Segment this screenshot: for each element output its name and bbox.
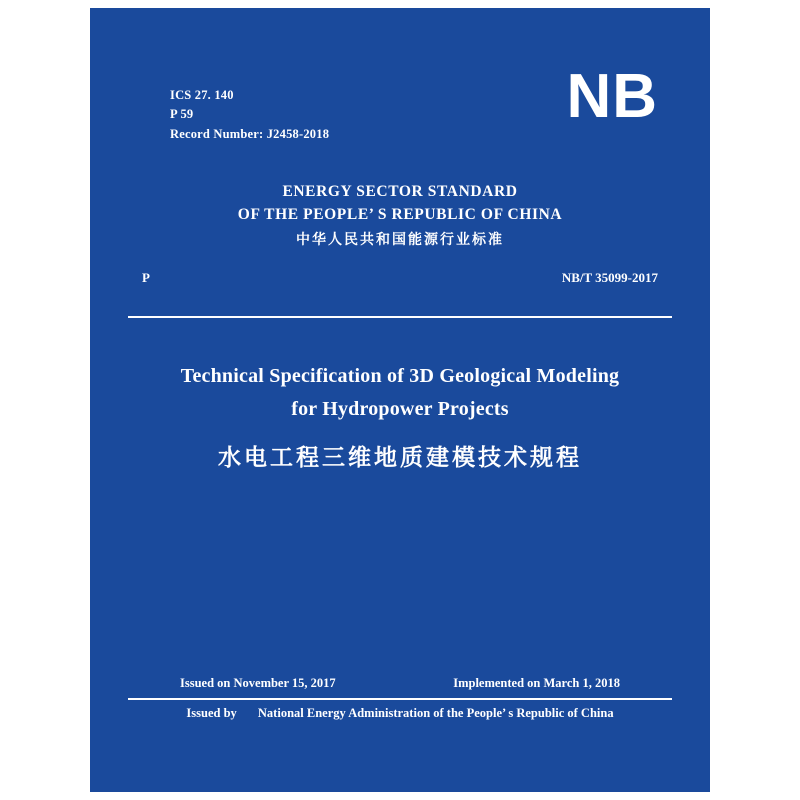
divider-top [128,316,672,318]
title-chinese: 水电工程三维地质建模技术规程 [218,445,582,471]
title-en-line2: for Hydropower Projects [291,398,509,420]
standard-header-line2: OF THE PEOPLE’ S REPUBLIC OF CHINA [237,206,563,224]
standard-cover [90,8,710,792]
standard-header-chinese: 中华人民共和国能源行业标准 [296,232,504,248]
ics-number: ICS 27. 140 [170,88,234,102]
record-number: Record Number: J2458-2018 [170,126,330,141]
implemented-on-date: Implemented on March 1, 2018 [453,676,620,690]
dates-row [90,676,710,691]
standard-header [90,180,710,251]
classification-code: P [142,270,150,285]
issuing-organization: National Energy Administration of the People’ s Republic of China [257,706,614,720]
standard-number: NB/T 35099-2017 [561,270,658,285]
issued-by-label: Issued by [186,706,237,720]
issued-on-date: Issued on November 15, 2017 [180,676,336,690]
divider-bottom [128,698,672,700]
ics-block [170,86,329,144]
page-title [90,360,710,478]
code-row [90,270,710,286]
standard-header-line1: ENERGY SECTOR STANDARD [282,183,518,200]
title-en-line1: Technical Specification of 3D Geological Modeling [180,365,620,387]
nb-logo: NB [566,62,658,131]
issuer-row [90,706,710,721]
classification-number: P 59 [170,107,194,122]
